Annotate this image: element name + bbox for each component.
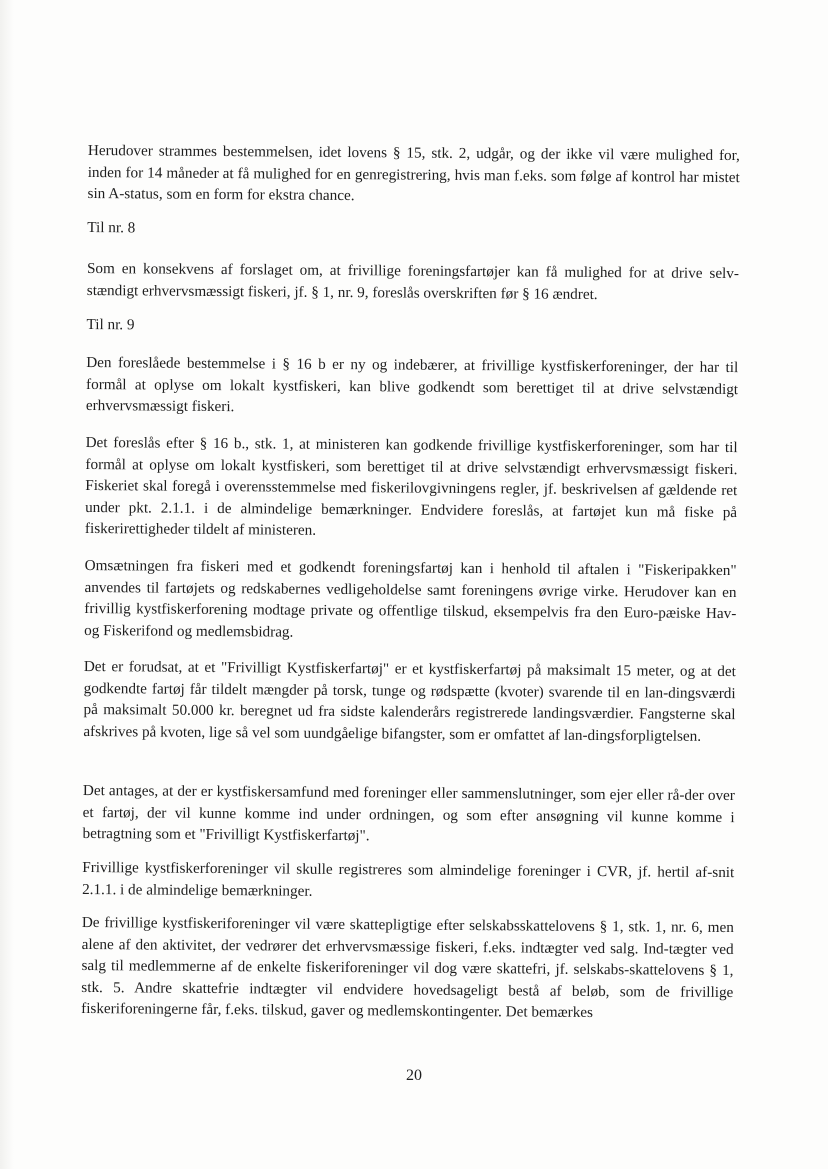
paragraph-konsekvens: Som en konsekvens af forslaget om, at frivillige foreningsfartøjer kan få mulighed for at drive selv-stændigt erhvervsmæssigt fiskeri, jf. § 1, nr. 9, foreslås overskriften før § 16 ændret. xyxy=(86,259,740,303)
paragraph-forudsaetning: Det er forudsat, at et "Frivilligt Kystfiskerfartøj" er et kystfiskerfartøj på maksimalt 15 meter, og at det godkendte fartøj får tildelt mængder på torsk, tunge og rødspætte (kvoter) svarende til en lan-dingsværdi på maksimalt 50.000 kr. beregnet ud fra sidste kalenderårs registrerede landingsværdier. Fangsterne skal afskrives på kvoten, lige så vel som uundgåelige bifangster, som er omfattet af lan-dingsforpligtelsen. xyxy=(83,657,736,745)
paragraph-skattepligt: De frivillige kystfiskeriforeninger vil være skattepligtige efter selskabsskattelovens § 1, stk. 1, nr. 6, men alene af den aktivitet, der vedrører det erhvervsmæssige fiskeri, f.eks. indtægter ved salg. Ind-tægter ved salg til medlemmerne af de enkelte fiskeriforeninger vil dog være skattefri, jf. selskabs-skattelovens § 1, stk. 5. Andre skattefrie indtægter vil endvidere hovedsageligt bestå af beløb, som de frivillige fiskeriforeningerne får, f.eks. tilskud, gaver og medlemskontingenter. Det bemærkes xyxy=(81,913,734,1021)
paragraph-bestemmelse-16b: Den foreslåede bestemmelse i § 16 b er ny og indebærer, at frivillige kystfiskerforeninger, der har til formål at oplyse om lokalt kystfiskeri, kan blive godkendt som berettiget til at drive selvstændigt erhvervsmæssigt fiskeri. xyxy=(85,353,739,416)
scan-edge-shadow xyxy=(0,0,14,1169)
page-number: 20 xyxy=(406,1067,422,1084)
paragraph-kystfiskersamfund: Det antages, at der er kystfiskersamfund med foreninger eller sammenslutninger, som ejer eller rå-der over et fartøj, der vil kunne komme ind under ordningen, og som efter ansøgning vil kunne komme i betragtning som et "Frivilligt Kystfiskerfartøj". xyxy=(82,781,735,845)
paragraph-godkendelse: Det foreslås efter § 16 b., stk. 1, at ministeren kan godkende frivillige kystfiskerforeninger, som har til formål at oplyse om lokalt kystfiskeri, som berettiget til at drive selvstændigt erhvervsmæssigt fiskeri. Fiskeriet skal foregå i overensstemmelse med fiskerilovgivningens regler, jf. beskrivelsen af gældende ret under pkt. 2.1.1. i de almindelige bemærkninger. Endvidere foreslås, at fartøjet kun må fiske på fiskerirettigheder tildelt af ministeren. xyxy=(84,433,738,539)
paragraph-cvr-registrering: Frivillige kystfiskerforeninger vil skulle registreres som almindelige foreninger i CVR, jf. hertil af-snit 2.1.1. i de almindelige bemærkninger. xyxy=(82,858,735,900)
heading-til-nr-9: Til nr. 9 xyxy=(86,315,135,334)
paragraph-omsaetning: Omsætningen fra fiskeri med et godkendt foreningsfartøj kan i henhold til aftalen i "Fiskeripakken" anvendes til fartøjets og redskabernes vedligeholdelse samt foreningens øvrige virke. Herudover kan en frivillig kystfiskerforening modtage private og offentlige tilskud, eksempelvis fra den Euro-pæiske Hav- og Fiskerifond og medlemsbidrag. xyxy=(84,556,737,641)
document-body xyxy=(81,140,740,1021)
paragraph-stramning: Herudover strammes bestemmelsen, idet lovens § 15, stk. 2, udgår, og der ikke vil være mulighed for, inden for 14 måneder at få mulighed for en genregistrering, hvis man f.eks. som følge af kontrol har mistet sin A-status, som en form for ekstra chance. xyxy=(87,141,740,205)
heading-til-nr-8: Til nr. 8 xyxy=(87,218,136,237)
